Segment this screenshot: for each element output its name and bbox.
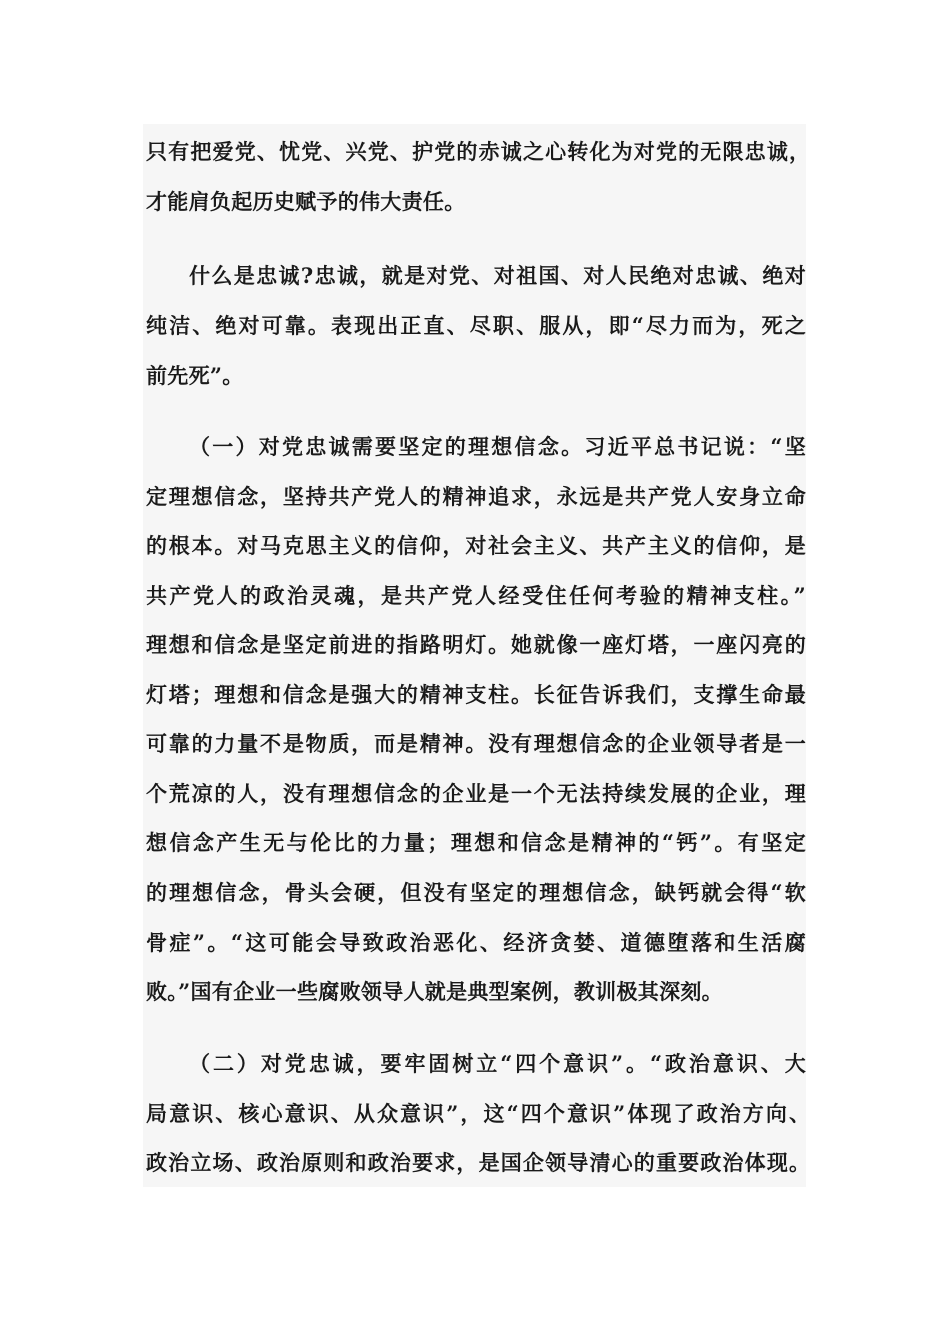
paragraph-line: 可靠的力量不是物质，而是精神。没有理想信念的企业领导者是一 [146,731,806,756]
paragraph-line: 只有把爱党、忧党、兴党、护党的赤诚之心转化为对党的无限忠诚， [146,139,810,164]
paragraph-line: 什么是忠诚?忠诚，就是对党、对祖国、对人民绝对忠诚、绝对 [189,263,806,288]
paragraph-line: （二）对党忠诚，要牢固树立“四个意识”。“政治意识、大 [189,1051,806,1076]
paragraph-line: 的理想信念，骨头会硬，但没有坚定的理想信念，缺钙就会得“软 [146,880,806,905]
paragraph-line: 个荒凉的人，没有理想信念的企业是一个无法持续发展的企业，理 [146,781,806,806]
paragraph-line: 骨症”。“这可能会导致政治恶化、经济贪婪、道德堕落和生活腐 [146,930,806,955]
paragraph-line: 想信念产生无与伦比的力量；理想和信念是精神的“钙”。有坚定 [146,830,806,855]
paragraph-line: 纯洁、绝对可靠。表现出正直、尽职、服从，即“尽力而为，死之 [146,313,806,338]
paragraph-line: 前先死”。 [146,363,244,388]
paragraph-line: 才能肩负起历史赋予的伟大责任。 [146,189,466,214]
paragraph-line: 定理想信念，坚持共产党人的精神追求，永远是共产党人安身立命 [146,484,806,509]
paragraph-line: 败。”国有企业一些腐败领导人就是典型案例，教训极其深刻。 [146,979,723,1004]
paragraph-line: 共产党人的政治灵魂，是共产党人经受住任何考验的精神支柱。” [146,583,806,608]
paragraph-line: 灯塔；理想和信念是强大的精神支柱。长征告诉我们，支撑生命最 [146,682,806,707]
paragraph-line: 理想和信念是坚定前进的指路明灯。她就像一座灯塔，一座闪亮的 [146,632,806,657]
paragraph-line: 政治立场、政治原则和政治要求，是国企领导清心的重要政治体现。 [146,1150,810,1175]
paragraph-line: （一）对党忠诚需要坚定的理想信念。习近平总书记说：“坚 [189,434,806,459]
paragraph-line: 的根本。对马克思主义的信仰，对社会主义、共产主义的信仰，是 [146,533,806,558]
paragraph-line: 局意识、核心意识、从众意识”，这“四个意识”体现了政治方向、 [146,1101,810,1126]
